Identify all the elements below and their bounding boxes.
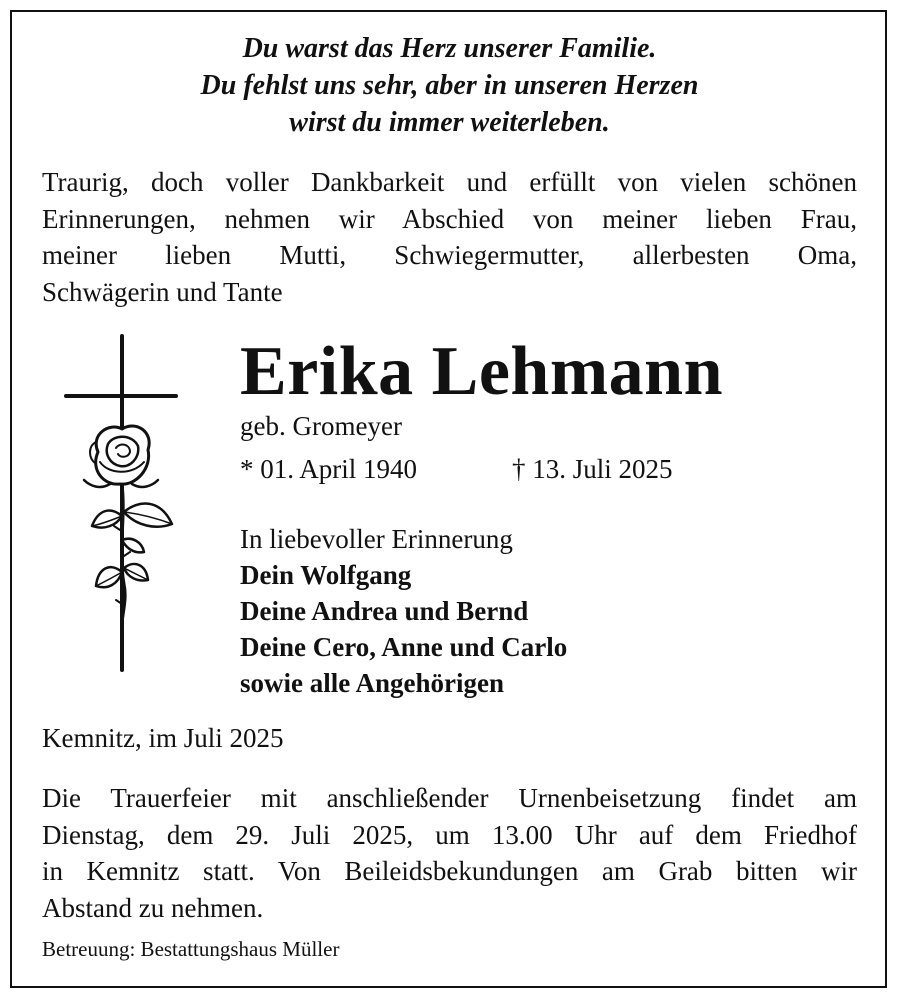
intro-line: Traurig, doch voller Dankbarkeit und erfüllt von vielen schönen	[42, 167, 857, 197]
cross-with-rose-icon	[60, 334, 185, 674]
place-date: Kemnitz, im Juli 2025	[42, 723, 284, 753]
mourner-line: Deine Andrea und Bernd	[240, 596, 529, 626]
deceased-name: Erika Lehmann	[240, 333, 723, 410]
mourners-block	[240, 521, 567, 701]
undertaker-credit: Betreuung: Bestattungshaus Müller	[42, 937, 340, 961]
details-line: Die Trauerfeier mit anschließender Urnenbeisetzung findet am	[42, 783, 857, 813]
intro-line: meiner lieben Mutti, Schwiegermutter, allerbesten Oma,	[42, 240, 857, 270]
motto-line: Du warst das Herz unserer Familie.	[242, 33, 657, 64]
details-line: Dienstag, dem 29. Juli 2025, um 13.00 Uhr auf dem Friedhof	[42, 819, 857, 850]
motto-line: Du fehlst uns sehr, aber in unseren Herzen	[200, 70, 699, 101]
birth-date: * 01. April 1940	[240, 454, 418, 484]
mourner-line: sowie alle Angehörigen	[240, 668, 504, 698]
motto-line: wirst du immer weiterleben.	[289, 107, 610, 138]
intro-line: Erinnerungen, nehmen wir Abschied von meiner lieben Frau,	[42, 203, 857, 234]
funeral-details	[42, 780, 857, 926]
details-line: in Kemnitz statt. Von Beileidsbekundungen am Grab bitten wir	[42, 856, 857, 886]
mourner-line: Deine Cero, Anne und Carlo	[240, 632, 568, 662]
intro-line: Schwägerin und Tante	[42, 276, 283, 307]
death-date: † 13. Juli 2025	[512, 454, 673, 484]
intro-paragraph	[42, 164, 857, 310]
motto-verse	[0, 30, 899, 141]
mourner-line: Dein Wolfgang	[240, 560, 412, 590]
mourners-intro: In liebevoller Erinnerung	[240, 524, 513, 554]
maiden-name: geb. Gromeyer	[240, 411, 402, 441]
details-line: Abstand zu nehmen.	[42, 892, 264, 923]
